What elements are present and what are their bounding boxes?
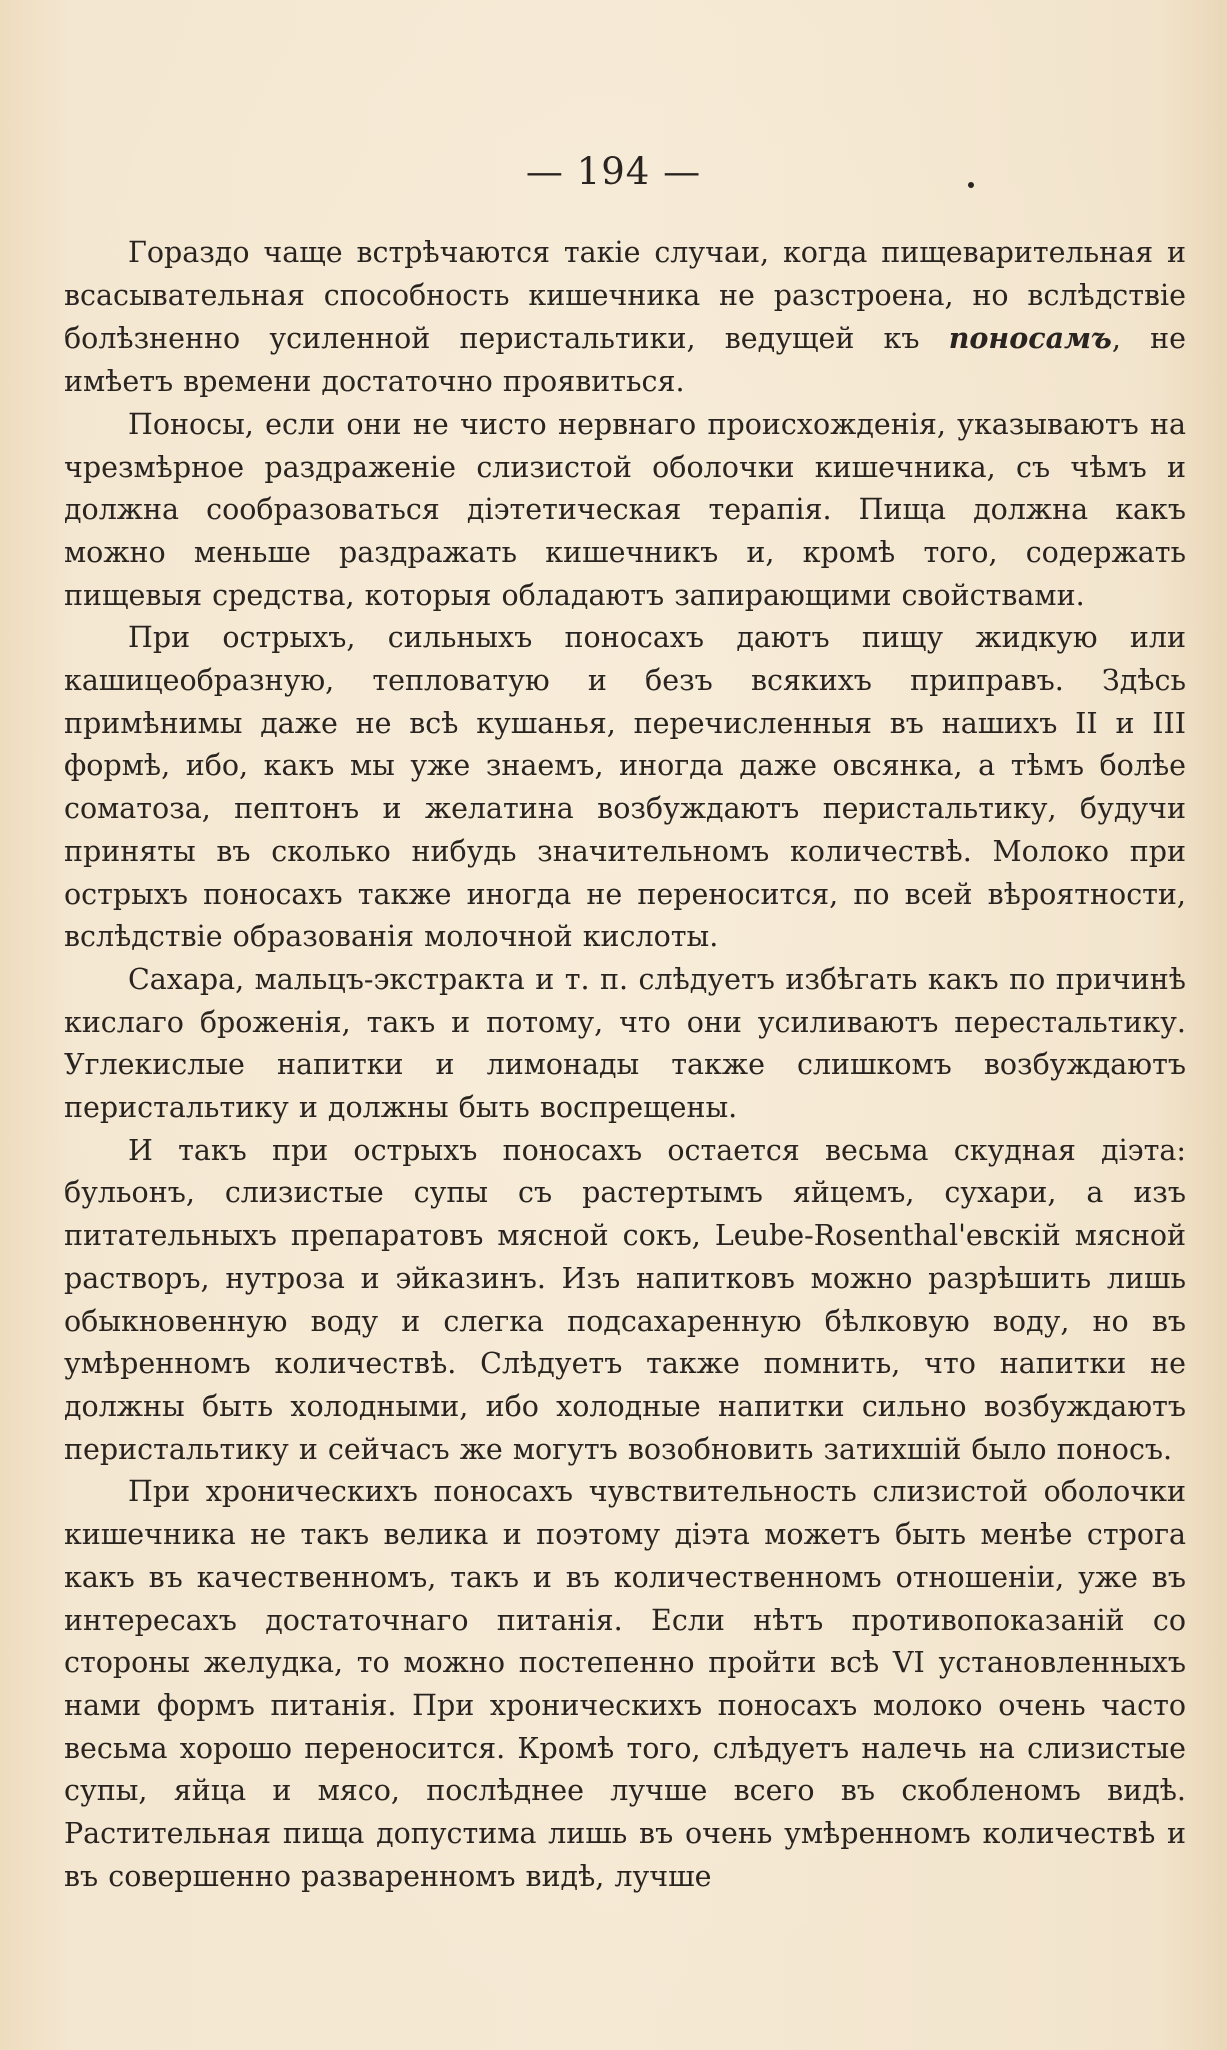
print-speck [968,182,974,188]
page-number-dash-right: — [663,150,702,193]
paragraph-1-emphasis: поносамъ [948,321,1112,356]
paragraph-2: Поносы, если они не чисто нервнаго происхожденія, указываютъ на чрезмѣрное раздраженіе слизистой оболочки кишечника, съ чѣмъ и должна сообразоваться діэтетическая терапія. Пища должна какъ можно меньше раздражать кишечникъ и, кромѣ того, содержать пищевыя средства, которыя обладаютъ запирающими свойствами. [64,407,1186,612]
page-number-dash-left: — [525,150,564,193]
paragraph-3: При острыхъ, сильныхъ поносахъ даютъ пищу жидкую или кашицеобразную, тепловатую и безъ всякихъ приправъ. Здѣсь примѣнимы даже не всѣ кушанья, перечисленныя въ нашихъ II и III формѣ, ибо, какъ мы уже знаемъ, иногда даже овсянка, а тѣмъ болѣе соматоза, пептонъ и желатина возбуждаютъ перистальтику, будучи приняты въ сколько нибудь значительномъ количествѣ. Молоко при острыхъ поносахъ также иногда не переносится, по всей вѣроятности, вслѣдствіе образованія молочной кислоты. [64,621,1186,954]
paragraph-5: И такъ при острыхъ поносахъ остается весьма скудная діэта: бульонъ, слизистые супы съ растертымъ яйцемъ, сухари, а изъ питательныхъ препаратовъ мясной сокъ, Leube-Rosenthal'евскій мясной растворъ, нутроза и эйказинъ. Изъ напитковъ можно разрѣшить лишь обыкновенную воду и слегка подсахаренную бѣлковую воду, но въ умѣренномъ количествѣ. Слѣдуетъ также помнить, что напитки не должны быть холодными, ибо холодные напитки сильно возбуждаютъ перистальтику и сейчасъ же могутъ возобновить затихшій было поносъ. [64,1133,1186,1466]
page-number: 194 [576,150,651,193]
paragraph-4: Сахара, мальцъ-экстракта и т. п. слѣдуетъ избѣгать какъ по причинѣ кислаго броженія, такъ и потому, что они усиливаютъ перестальтику. Углекислые напитки и лимонады также слишкомъ возбуждаютъ перистальтику и должны быть воспрещены. [64,962,1186,1125]
paragraph-1-after: , не имѣетъ времени достаточно проявиться. [64,322,1186,399]
page-number-header [0,150,1227,193]
paragraph-6: При хроническихъ поносахъ чувствительность слизистой оболочки кишечника не такъ велика и поэтому діэта можетъ быть менѣе строга какъ въ качественномъ, такъ и въ количественномъ отношеніи, уже въ интересахъ достаточнаго питанія. Если нѣтъ противопоказаній со стороны желудка, то можно постепенно пройти всѣ VI установленныхъ нами формъ питанія. При хроническихъ поносахъ молоко очень часто весьма хорошо переносится. Кромѣ того, слѣдуетъ налечь на слизистые супы, яйца и мясо, послѣднее лучше всего въ скобленомъ видѣ. Растительная пища допустима лишь въ очень умѣренномъ количествѣ и въ совершенно разваренномъ видѣ, лучше [64,1475,1186,1893]
body-text [64,232,1186,1898]
paragraph-1 [64,232,1186,404]
paragraph-1-before: Гораздо чаще встрѣчаются такіе случаи, когда пищеварительная и всасывательная способность кишечника не разстроена, но вслѣдствіе болѣзненно усиленной перистальтики, ведущей къ [64,236,1186,356]
